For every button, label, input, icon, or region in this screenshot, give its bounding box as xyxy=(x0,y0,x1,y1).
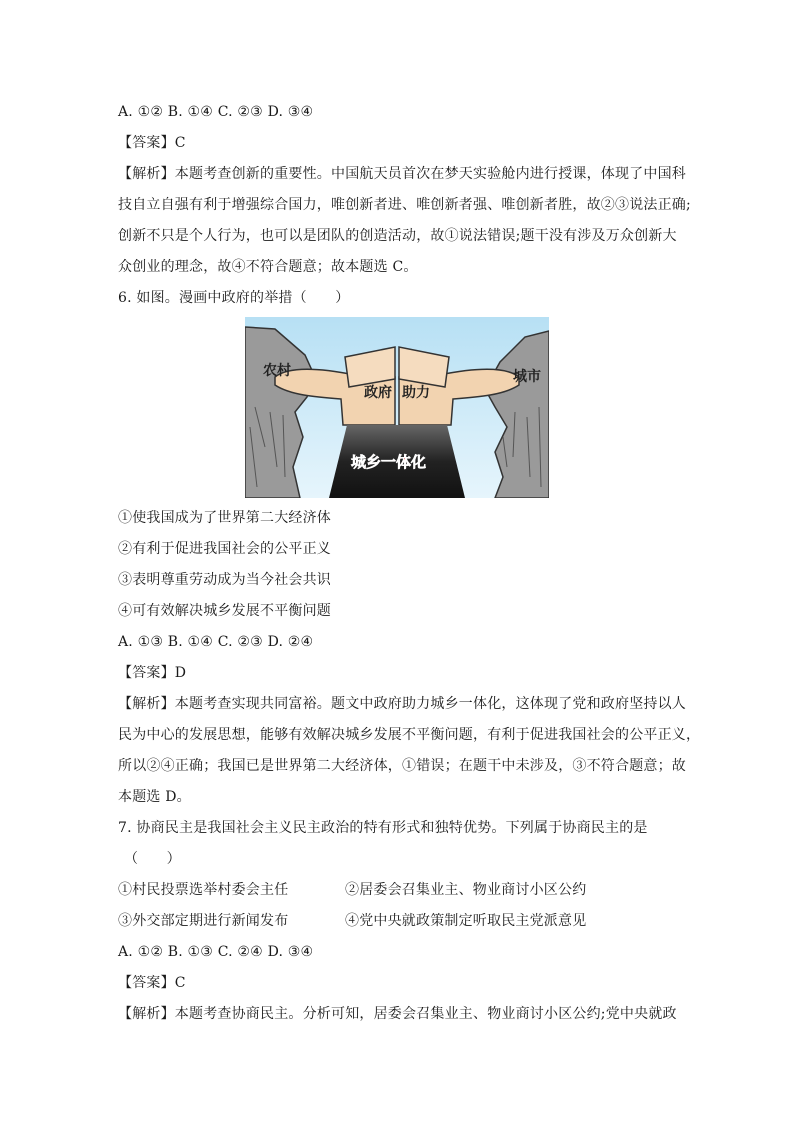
q7-stem: 7. 协商民主是我国社会主义民主政治的特有形式和独特优势。下列属于协商民主的是 xyxy=(118,820,648,836)
q7-statement: ②居委会召集业主、物业商讨小区公约 xyxy=(345,882,587,898)
right-label: 城市 xyxy=(513,369,541,385)
base-label: 城乡一体化 xyxy=(351,453,427,471)
q6-analysis-line: 所以②④正确；我国已是世界第二大经济体，①错误；在题干中未涉及，③不符合题意；故 xyxy=(118,758,686,774)
q5-analysis-line: 【解析】本题考查创新的重要性。中国航天员首次在梦天实验舱内进行授课，体现了中国科 xyxy=(118,166,686,182)
hand-right-label: 助力 xyxy=(402,385,430,401)
q6-analysis-line: 民为中心的发展思想，能够有效解决城乡发展不平衡问题，有利于促进我国社会的公平正义， xyxy=(118,727,701,743)
left-label: 农村 xyxy=(263,363,291,379)
q6-stem: 6. 如图。漫画中政府的举措（ ） xyxy=(118,290,350,306)
q7-options: A. ①② B. ①③ C. ②④ D. ③④ xyxy=(118,944,314,960)
hand-left-label: 政府 xyxy=(364,385,392,401)
q5-answer: 【答案】C xyxy=(118,135,186,151)
q7-answer-paren: （ ） xyxy=(124,851,181,867)
cartoon-illustration xyxy=(245,317,549,498)
q6-analysis-line: 【解析】本题考查实现共同富裕。题文中政府助力城乡一体化，这体现了党和政府坚持以人 xyxy=(118,696,686,712)
q6-options: A. ①③ B. ①④ C. ②③ D. ②④ xyxy=(118,634,314,650)
q7-analysis-line: 【解析】本题考查协商民主。分析可知，居委会召集业主、物业商讨小区公约;党中央就政 xyxy=(118,1006,677,1022)
q5-analysis-line: 创新不只是个人行为，也可以是团队的创造活动，故①说法错误;题干没有涉及万众创新大 xyxy=(118,228,677,244)
q6-analysis-line: 本题选 D。 xyxy=(118,789,191,805)
q6-statement: ④可有效解决城乡发展不平衡问题 xyxy=(118,603,331,619)
q5-analysis-line: 技自立自强有利于增强综合国力，唯创新者进、唯创新者强、唯创新者胜，故②③说法正确; xyxy=(118,197,691,213)
q5-analysis-line: 众创业的理念，故④不符合题意；故本题选 C。 xyxy=(118,259,418,275)
q7-statement: ①村民投票选举村委会主任 xyxy=(118,882,289,898)
q6-statement: ③表明尊重劳动成为当今社会共识 xyxy=(118,572,331,588)
q6-statement: ①使我国成为了世界第二大经济体 xyxy=(118,510,331,526)
q7-statement: ③外交部定期进行新闻发布 xyxy=(118,913,289,929)
q7-statement: ④党中央就政策制定听取民主党派意见 xyxy=(345,913,587,929)
q6-statement: ②有利于促进我国社会的公平正义 xyxy=(118,541,331,557)
q6-answer: 【答案】D xyxy=(118,665,187,681)
cartoon-figure xyxy=(245,317,549,498)
q5-options: A. ①② B. ①④ C. ②③ D. ③④ xyxy=(118,104,314,120)
q7-answer: 【答案】C xyxy=(118,975,186,991)
